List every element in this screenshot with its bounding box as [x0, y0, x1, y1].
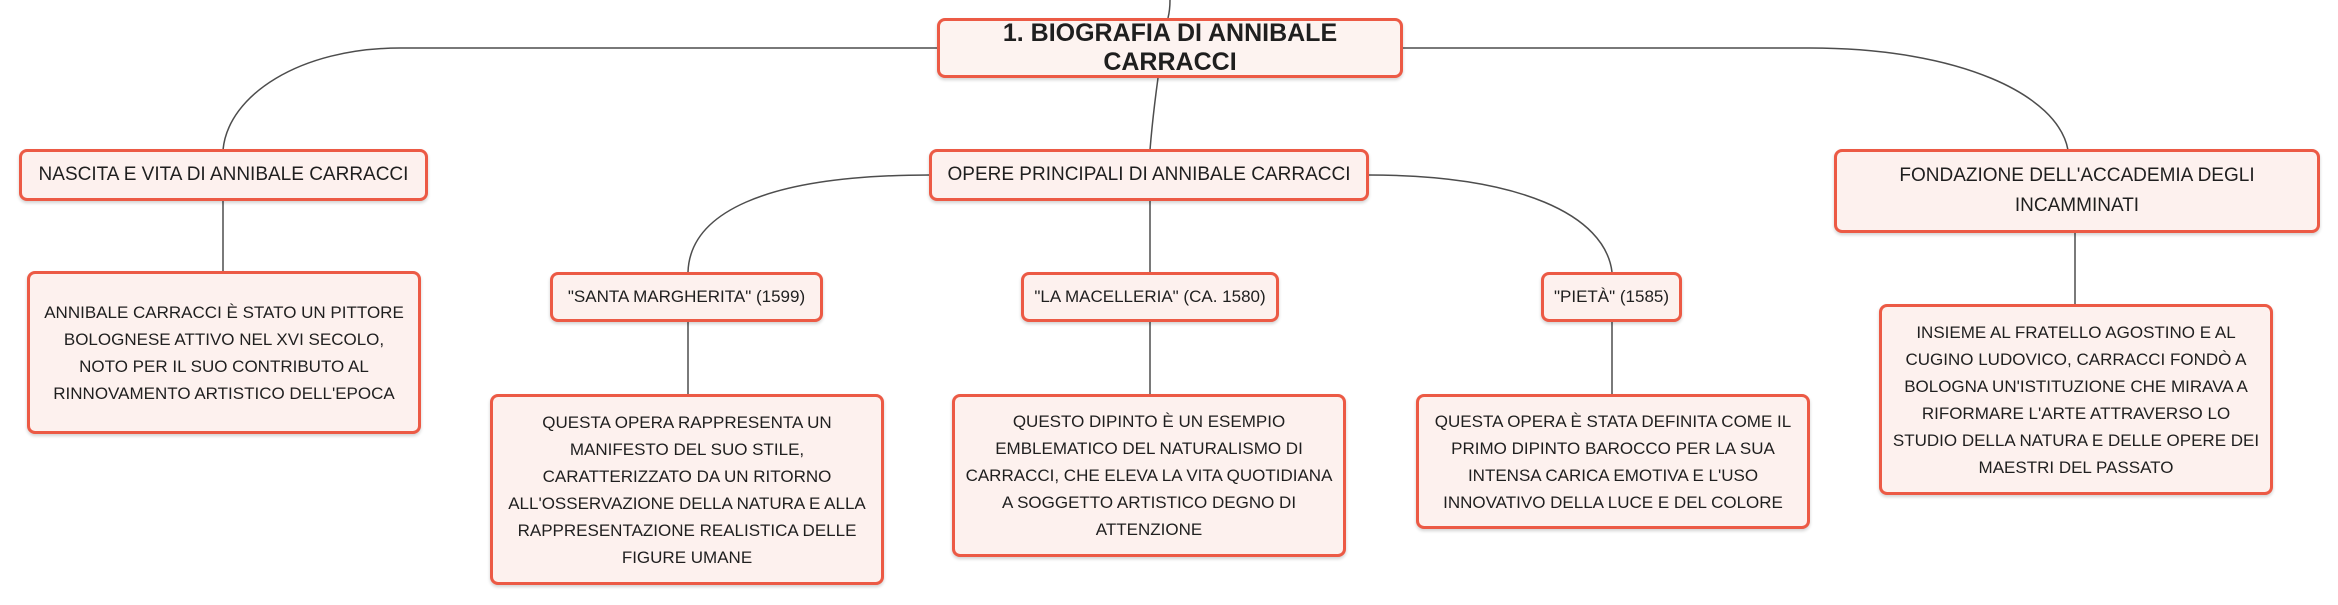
- topic-birth[interactable]: NASCITA E VITA DI ANNIBALE CARRACCI: [19, 149, 428, 201]
- detail-birth[interactable]: ANNIBALE CARRACCI È STATO UN PITTORE BOLOGNESE ATTIVO NEL XVI SECOLO, NOTO PER IL SUO CONTRIBUTO AL RINNOVAMENTO ARTISTICO DELL'EPOCA: [27, 271, 421, 434]
- link-works-pieta: [1368, 175, 1612, 272]
- detail-academy[interactable]: INSIEME AL FRATELLO AGOSTINO E AL CUGINO LUDOVICO, CARRACCI FONDÒ A BOLOGNA UN'ISTITUZIONE CHE MIRAVA A RIFORMARE L'ARTE ATTRAVERSO LO STUDIO DELLA NATURA E DELLE OPERE DEI MAESTRI DEL PASSATO: [1879, 304, 2273, 495]
- link-root-birth: [223, 48, 940, 150]
- detail-santa-margherita[interactable]: QUESTA OPERA RAPPRESENTA UN MANIFESTO DEL SUO STILE, CARATTERIZZATO DA UN RITORNO ALL'OSSERVAZIONE DELLA NATURA E ALLA RAPPRESENTAZIONE REALISTICA DELLE FIGURE UMANE: [490, 394, 884, 585]
- link-top-stub: [1168, 0, 1170, 18]
- detail-pieta[interactable]: QUESTA OPERA È STATA DEFINITA COME IL PRIMO DIPINTO BAROCCO PER LA SUA INTENSA CARICA EMOTIVA E L'USO INNOVATIVO DELLA LUCE E DEL COLORE: [1416, 394, 1810, 529]
- topic-academy[interactable]: FONDAZIONE DELL'ACCADEMIA DEGLI INCAMMINATI: [1834, 149, 2320, 233]
- work-la-macelleria[interactable]: "LA MACELLERIA" (CA. 1580): [1021, 272, 1279, 322]
- link-root-works: [1150, 78, 1158, 150]
- link-works-margherita: [688, 175, 930, 272]
- link-root-academy: [1400, 48, 2068, 150]
- work-pieta[interactable]: "PIETÀ" (1585): [1541, 272, 1682, 322]
- topic-works[interactable]: OPERE PRINCIPALI DI ANNIBALE CARRACCI: [929, 149, 1369, 201]
- work-santa-margherita[interactable]: "SANTA MARGHERITA" (1599): [550, 272, 823, 322]
- detail-la-macelleria[interactable]: QUESTO DIPINTO È UN ESEMPIO EMBLEMATICO DEL NATURALISMO DI CARRACCI, CHE ELEVA LA VITA QUOTIDIANA A SOGGETTO ARTISTICO DEGNO DI ATTENZIONE: [952, 394, 1346, 557]
- root-topic[interactable]: 1. BIOGRAFIA DI ANNIBALE CARRACCI: [937, 18, 1403, 78]
